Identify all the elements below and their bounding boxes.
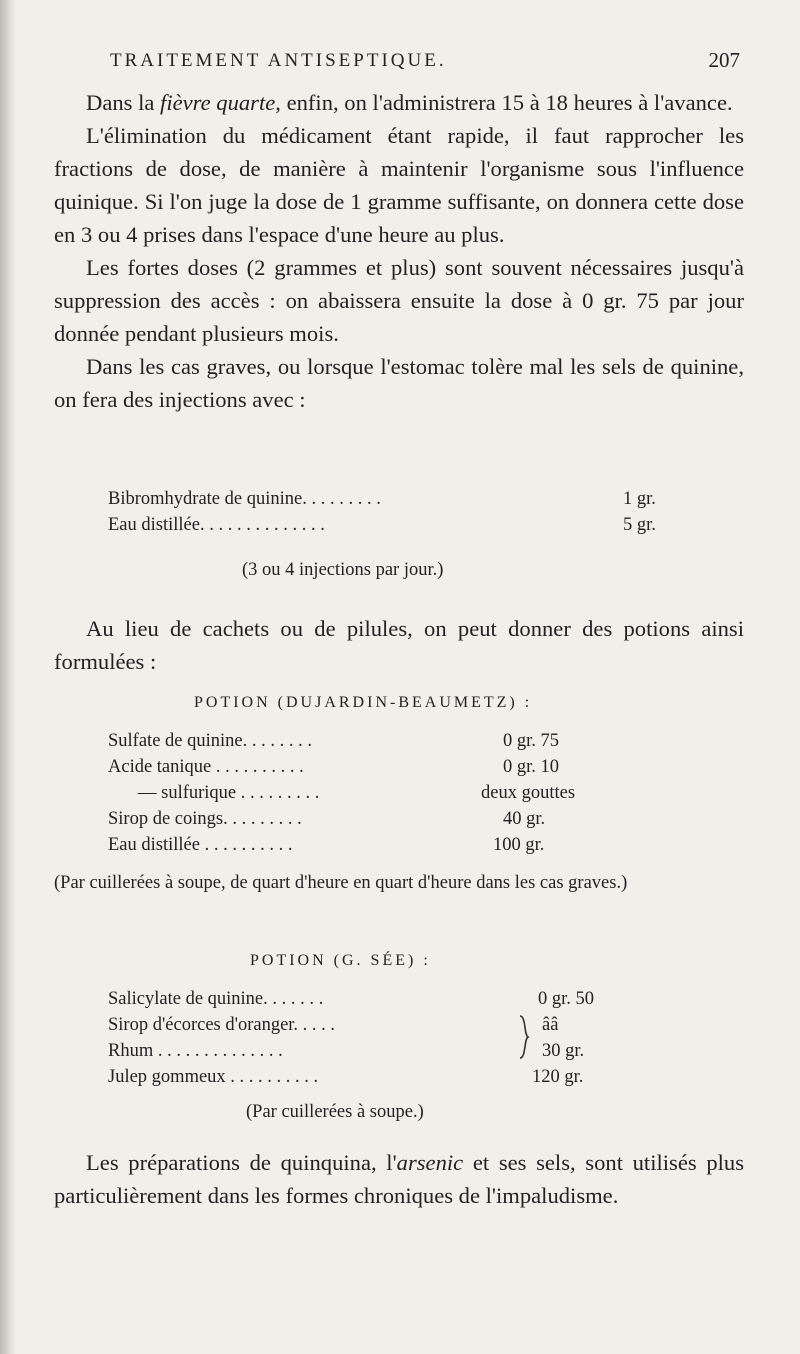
formula-row: [108, 780, 708, 806]
injection-formula: [108, 486, 708, 538]
formula-row: [108, 486, 708, 512]
ingredient-value: 100 gr.: [493, 835, 545, 855]
brace-mark: [517, 1014, 531, 1060]
closing-start: Les préparations de quinquina, l': [86, 1150, 397, 1175]
paragraph-cas-graves: Dans les cas graves, ou lorsque l'estomac tolère mal les sels de quinine, on fera des injections avec :: [54, 354, 744, 412]
paragraph-fievre-quarte: [54, 86, 744, 119]
ingredient-value: 120 gr.: [532, 1067, 584, 1087]
ingredient-label: Julep gommeux . . . . . . . . . .: [108, 1067, 319, 1087]
paragraph-elimination: L'élimination du médicament étant rapide, il faut rapprocher les fractions de dose, de manière à maintenir l'organisme sous l'influence quinique. Si l'on juge la dose de 1 gramme suffisante, on donnera cette dose en 3 ou 4 prises dans l'espace d'une heure au plus.: [54, 123, 744, 247]
p1-start: Dans la: [86, 90, 161, 115]
formula-row: [108, 512, 708, 538]
ingredient-value: 1 gr.: [623, 489, 656, 509]
formula-row: [108, 754, 708, 780]
ingredient-label: Sulfate de quinine. . . . . . . .: [108, 731, 312, 751]
running-title: TRAITEMENT ANTISEPTIQUE.: [110, 50, 447, 71]
closing-end: et ses sels, sont utilisés plus particulièrement dans les formes chroniques de l'impaludisme.: [54, 1150, 744, 1208]
paragraph-quinquina: [54, 1146, 744, 1212]
formula-row: [108, 1064, 708, 1090]
ingredient-label: Acide tanique . . . . . . . . . .: [108, 757, 304, 777]
paragraph-potions: Au lieu de cachets ou de pilules, on peut donner des potions ainsi formulées :: [54, 616, 744, 674]
formula-row: [108, 1012, 708, 1038]
page-number: 207: [708, 48, 740, 72]
ingredient-value: deux gouttes: [481, 783, 576, 803]
ingredient-label: Bibromhydrate de quinine. . . . . . . . .: [108, 489, 381, 509]
page-spine-shadow: [0, 0, 16, 1354]
transition-text: [54, 612, 744, 678]
injection-note: (3 ou 4 injections par jour.): [242, 560, 444, 580]
potion-see-title: POTION (G. SÉE) :: [250, 952, 431, 969]
closing-italic: arsenic: [396, 1150, 464, 1175]
ingredient-label: Sirop d'écorces d'oranger. . . . .: [108, 1015, 336, 1035]
closing-text: [54, 1146, 744, 1212]
ingredient-label: Eau distillée. . . . . . . . . . . . . .: [108, 515, 325, 535]
ingredient-value: 5 gr.: [623, 515, 656, 535]
ingredient-label: — sulfurique . . . . . . . . .: [138, 783, 320, 803]
paragraph-fortes-doses: Les fortes doses (2 grammes et plus) sont souvent nécessaires jusqu'à suppression des accès : on abaissera ensuite la dose à 0 gr. 75 par jour donnée pendant plusieurs mois.: [54, 255, 744, 346]
potion-dujardin-note: (Par cuillerées à soupe, de quart d'heure en quart d'heure dans les cas graves.): [54, 873, 628, 893]
p1-italic: fièvre quarte: [160, 90, 276, 115]
formula-row: [108, 1038, 708, 1064]
ingredient-value: ââ: [542, 1015, 559, 1035]
ingredient-label: Rhum . . . . . . . . . . . . . .: [108, 1041, 283, 1061]
potion-see-note: (Par cuillerées à soupe.): [246, 1102, 424, 1122]
formula-row: [108, 832, 708, 858]
potion-dujardin-title: POTION (DUJARDIN-BEAUMETZ) :: [194, 694, 533, 711]
ingredient-value: 0 gr. 10: [503, 757, 560, 777]
formula-row: [108, 806, 708, 832]
ingredient-value: 0 gr. 50: [538, 989, 595, 1009]
ingredient-label: Salicylate de quinine. . . . . . .: [108, 989, 324, 1009]
intro-text: [54, 86, 744, 416]
formula-row: [108, 986, 708, 1012]
formula-row: [108, 728, 708, 754]
ingredient-label: Eau distillée . . . . . . . . . .: [108, 835, 293, 855]
running-header: [110, 50, 740, 72]
ingredient-value: 30 gr.: [542, 1041, 585, 1061]
ingredient-label: Sirop de coings. . . . . . . . .: [108, 809, 302, 829]
potion-dujardin-formula: [108, 728, 708, 858]
p1-end: , enfin, on l'administrera 15 à 18 heures à l'avance.: [275, 90, 733, 115]
potion-see-formula: [108, 986, 708, 1090]
ingredient-value: 0 gr. 75: [503, 731, 560, 751]
ingredient-value: 40 gr.: [503, 809, 546, 829]
